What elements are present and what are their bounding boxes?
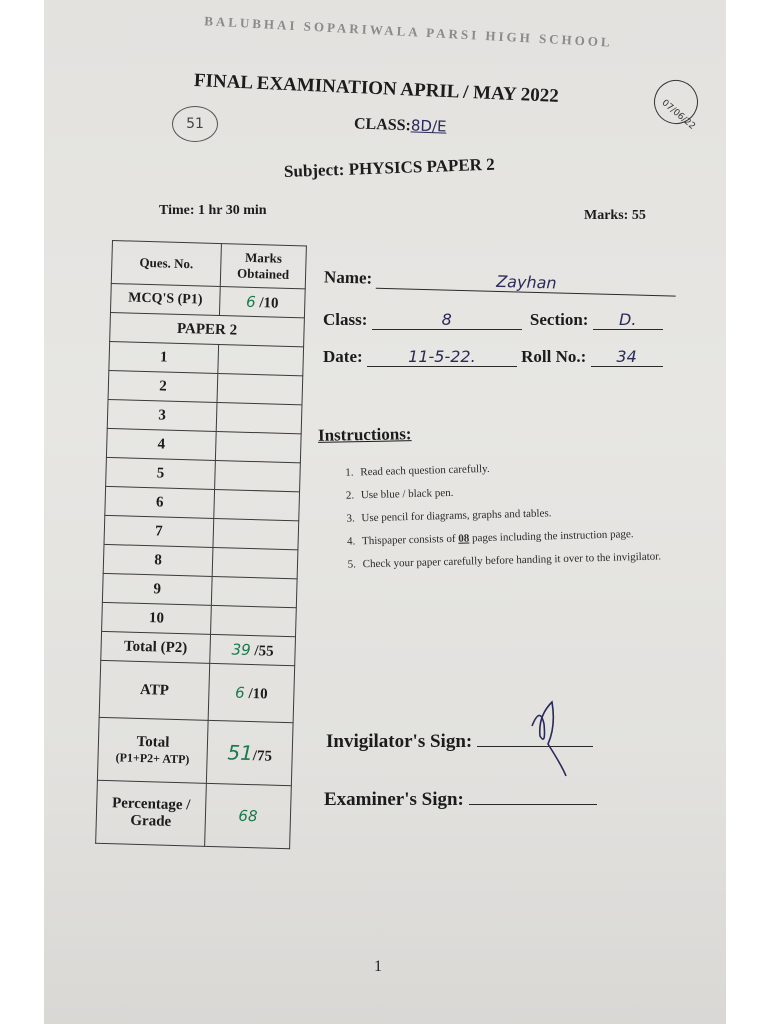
date-field (323, 347, 663, 367)
grand-total-cell (206, 720, 293, 785)
atp-cell (208, 663, 295, 722)
mcq-max: /10 (259, 294, 279, 312)
grand-total-score: 51 (227, 740, 254, 766)
class-value: 8 (372, 310, 522, 330)
section-label: Section: (529, 310, 589, 329)
date-label: Date: (323, 347, 363, 366)
table-header-row (111, 241, 306, 289)
question-score (215, 431, 301, 462)
examiner-sign-label: Examiner's Sign: (324, 789, 464, 810)
grand-total-label: Total (136, 733, 170, 751)
class-field (323, 310, 663, 330)
pages-suffix: pages including the instruction page. (471, 528, 634, 545)
class-label: Class: (323, 310, 368, 329)
total-p2-cell (210, 634, 296, 665)
percentage-label-cell (96, 780, 207, 846)
question-number: 1 (109, 341, 219, 373)
table-row (97, 717, 293, 785)
question-number: 9 (102, 573, 212, 605)
question-score (218, 345, 304, 376)
marks-table (95, 240, 307, 849)
circled-score: 51 (172, 106, 218, 142)
question-score (216, 402, 302, 433)
examiner-sign (324, 786, 597, 811)
class-heading-value: 8D/E (410, 116, 447, 136)
pages-prefix: Thispaper consists of (361, 532, 456, 548)
table-row (99, 660, 295, 722)
name-field (324, 267, 677, 296)
list-item: 1. Read each question carefully. (356, 452, 716, 484)
question-number: 2 (108, 370, 218, 402)
paper2-label: PAPER 2 (110, 312, 305, 346)
question-score (211, 605, 297, 636)
atp-label: ATP (99, 660, 210, 720)
col-question-header: Ques. No. (111, 241, 221, 287)
name-label: Name: (323, 267, 373, 288)
stamp-date: 07/06/22 (659, 98, 697, 132)
question-number: 3 (107, 399, 217, 431)
question-score (215, 460, 301, 491)
mcq-score: 6 (245, 292, 256, 311)
atp-max: /10 (248, 685, 268, 703)
total-p2-score: 39 (231, 640, 251, 659)
roll-value: 34 (591, 347, 663, 367)
question-number: 10 (102, 602, 212, 634)
class-heading (354, 114, 447, 136)
name-value: Zayhan (376, 269, 676, 297)
question-score (212, 547, 298, 578)
pages-value: 08 (458, 532, 470, 545)
question-number: 7 (104, 515, 214, 547)
grade-label: Grade (130, 812, 172, 830)
invigilator-sign-label: Invigilator's Sign: (326, 731, 473, 752)
school-name: BALUBHAI SOPARIWALA PARSI HIGH SCHOOL (203, 13, 613, 50)
instructions-list (334, 452, 719, 577)
class-heading-label: CLASS: (353, 115, 412, 135)
question-score (217, 374, 303, 405)
list-item: 3. Use pencil for diagrams, graphs and tables. (357, 498, 717, 530)
grand-total-sub-label: (P1+P2+ ATP) (115, 750, 190, 767)
question-score (214, 489, 300, 520)
time-allowed: Time: 1 hr 30 min (159, 203, 267, 218)
total-p2-label: Total (P2) (101, 631, 211, 663)
total-p2-max: /55 (254, 642, 274, 660)
atp-score: 6 (234, 683, 245, 702)
examiner-sign-line (469, 786, 597, 805)
roll-label: Roll No.: (521, 347, 587, 366)
mcq-score-cell (219, 287, 305, 318)
grand-total-label-cell (97, 717, 208, 783)
section-value: D. (593, 310, 663, 330)
question-number: 8 (103, 544, 213, 576)
percentage-cell (205, 783, 292, 848)
question-score (211, 576, 297, 607)
question-number: 5 (106, 457, 216, 489)
subject-line: Subject: PHYSICS PAPER 2 (283, 154, 495, 181)
table-row (96, 780, 292, 848)
list-item: 2. Use blue / black pen. (357, 475, 717, 507)
question-number: 6 (105, 486, 215, 518)
question-score (213, 518, 299, 549)
total-marks: Marks: 55 (584, 208, 646, 223)
exam-cover-sheet (44, 0, 726, 1024)
invigilator-signature (522, 696, 572, 780)
page-number: 1 (374, 958, 382, 975)
grand-total-max: /75 (252, 748, 273, 765)
list-item: 5. Check your paper carefully before handing it over to the invigilator. (358, 544, 718, 576)
percentage-value: 68 (238, 806, 258, 825)
signature-stamp (648, 74, 704, 130)
col-marks-header: Marks Obtained (220, 244, 306, 289)
percentage-label: Percentage / (111, 795, 191, 814)
exam-title: FINAL EXAMINATION APRIL / MAY 2022 (193, 70, 560, 107)
mcq-label: MCQ'S (P1) (110, 283, 220, 315)
date-value: 11-5-22. (367, 347, 517, 367)
question-number: 4 (106, 428, 216, 460)
instructions-title: Instructions: (317, 424, 412, 445)
